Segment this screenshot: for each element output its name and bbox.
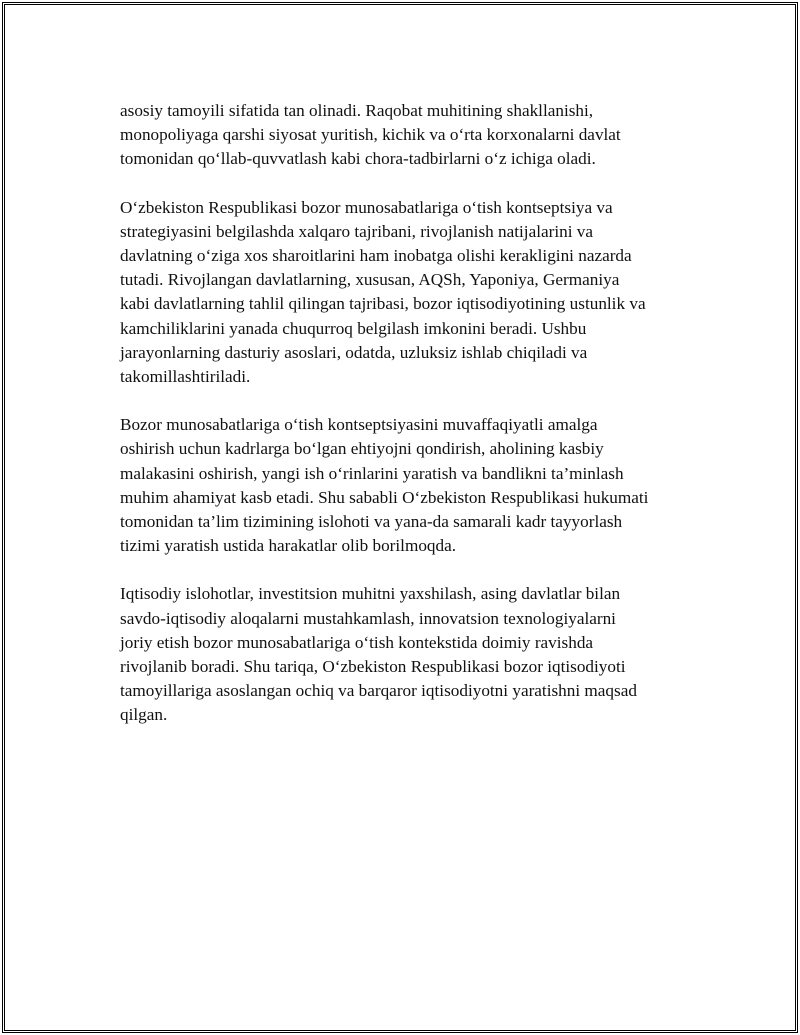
text-line: asosiy tamoyili sifatida tan olinadi. Raqobat muhitining shakllanishi, [120, 101, 594, 120]
text-line: tomonidan qo‘llab-quvvatlash kabi chora-tadbirlarni o‘z ichiga oladi. [120, 149, 596, 169]
text-line: kamchiliklarini yanada chuqurroq belgilash imkonini beradi. Ushbu [120, 318, 587, 338]
text-line: strategiyasini belgilashda xalqaro tajribani, rivojlanish natijalarini va [120, 221, 593, 241]
text-line: tomonidan ta’lim tizimining islohoti va yana-da samarali kadr tayyorlash [120, 512, 623, 532]
text-line: jarayonlarning dasturiy asoslari, odatda, uzluksiz ishlab chiqiladi va [120, 342, 588, 362]
paragraph-transition-strategy [120, 196, 720, 390]
text-line: qilgan. [120, 705, 168, 725]
paragraph-reforms [120, 582, 720, 727]
page-border [2, 2, 798, 1033]
text-line: muhim ahamiyat kasb etadi. Shu sababli O‘zbekiston Respublikasi hukumati [120, 487, 649, 507]
document-body [120, 99, 720, 752]
paragraph-workforce [120, 413, 720, 558]
text-line: oshirish uchun kadrlarga bo‘lgan ehtiyojni qondirish, aholining kasbiy [120, 439, 604, 459]
paragraph-competition [120, 99, 720, 172]
text-line: Iqtisodiy islohotlar, investitsion muhitni yaxshilash, asing davlatlar bilan [120, 584, 621, 604]
text-line: joriy etish bozor munosabatlariga o‘tish kontekstida doimiy ravishda [120, 632, 594, 652]
text-line: monopoliyaga qarshi siyosat yuritish, kichik va o‘rta korxonalarni davlat [120, 125, 621, 145]
text-line: O‘zbekiston Respublikasi bozor munosabatlariga o‘tish kontseptsiya va [120, 197, 613, 217]
text-line: kabi davlatlarning tahlil qilingan tajribasi, bozor iqtisodiyotining ustunlik va [120, 294, 646, 314]
text-line: takomillashtiriladi. [120, 367, 251, 387]
text-line: davlatning o‘ziga xos sharoitlarini ham inobatga olishi kerakligini nazarda [120, 246, 632, 266]
text-line: malakasini oshirish, yangi ish o‘rinlarini yaratish va bandlikni ta’minlash [120, 463, 624, 483]
text-line: tizimi yaratish ustida harakatlar olib borilmoqda. [120, 536, 457, 556]
text-line: savdo-iqtisodiy aloqalarni mustahkamlash, innovatsion texnologiyalarni [120, 608, 616, 628]
text-line: rivojlanib boradi. Shu tariqa, O‘zbekiston Respublikasi bozor iqtisodiyoti [120, 657, 626, 677]
text-line: tutadi. Rivojlangan davlatlarning, xususan, AQSh, Yaponiya, Germaniya [120, 270, 620, 290]
text-line: tamoyillariga asoslangan ochiq va barqaror iqtisodiyotni yaratishni maqsad [120, 681, 637, 701]
text-line: Bozor munosabatlariga o‘tish kontseptsiyasini muvaffaqiyatli amalga [120, 415, 598, 435]
